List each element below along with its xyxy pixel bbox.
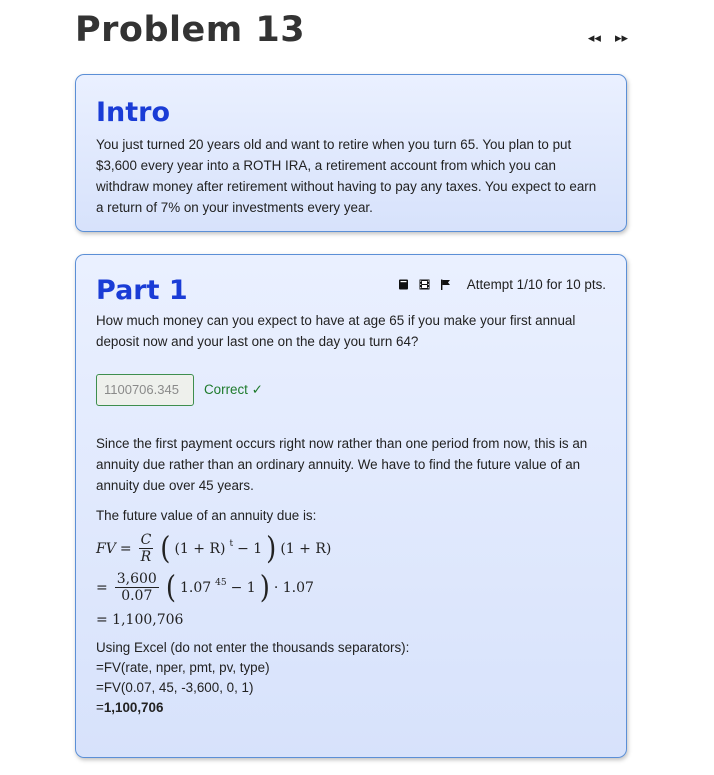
explanation-text: Since the first payment occurs right now rather than one period from now, this is an annuity due rather than an ordinary annuity. We have to find the future value of an annuity due over 45 years. [96, 436, 588, 493]
calc-exponent: 45 [215, 577, 227, 588]
excel-line-1: =FV(rate, nper, pmt, pv, type) [96, 660, 270, 675]
formula-intro: The future value of an annuity due is: [96, 508, 317, 523]
calc-base: 1.07 [179, 579, 212, 596]
excel-result-line [96, 698, 606, 718]
question-text: How much money can you expect to have at age 65 if you make your first annual deposit now and your last one on the day you turn 64? [96, 313, 576, 349]
part-1-card [75, 254, 627, 758]
excel-line-2: =FV(0.07, 45, -3,600, 0, 1) [96, 680, 254, 695]
book-icon[interactable] [398, 279, 409, 290]
intro-text: You just turned 20 years old and want to retire when you turn 65. You plan to put $3,600 every year into a ROTH IRA, a retirement account from which you can withdraw money after retirement without having to pay any taxes. You expect to earn a return of 7% on your investments every year. [96, 137, 597, 215]
part-tools [398, 277, 606, 292]
film-icon[interactable] [419, 279, 430, 290]
next-problem-icon[interactable]: ▸▸ [614, 30, 628, 45]
answer-input[interactable]: 1100706.345 [96, 374, 194, 406]
excel-result: 1,100,706 [103, 700, 164, 715]
formula-general: FV = $\frac{C}{R}$ ( (1 + R) $^t$ − 1 ) (1 + R) [96, 530, 332, 567]
page-title: Problem 13 [75, 10, 306, 50]
formula-c: C [140, 532, 152, 548]
calc-denominator: 0.07 [121, 588, 153, 604]
formula-calc: = $\frac{3,600}{0.07}$ ( 1.07 $^{45}$ − 1 ) · 1.07 [96, 569, 314, 606]
calc-numerator: 3,600 [116, 571, 157, 587]
attempt-counter: Attempt 1/10 for 10 pts. [466, 277, 606, 292]
formula-tail: (1 + R) [280, 540, 332, 557]
intro-card [75, 74, 627, 232]
flag-icon[interactable] [440, 279, 451, 290]
status-correct: Correct ✓ [204, 382, 263, 397]
calc-times: · 1.07 [273, 579, 314, 596]
problem-nav [588, 30, 628, 46]
formula-growth: (1 + R) [174, 540, 226, 557]
calc-result: = 1,100,706 [96, 612, 184, 628]
formula-exp: t [229, 538, 234, 549]
excel-intro: Using Excel (do not enter the thousands separators): [96, 640, 410, 655]
calc-minus-one: − 1 [230, 579, 256, 596]
previous-problem-icon[interactable]: ◂◂ [587, 30, 601, 45]
intro-heading: Intro [96, 97, 171, 128]
formula-lhs: FV [96, 540, 116, 557]
formula-r: R [140, 549, 152, 565]
excel-result-prefix: = [96, 700, 104, 715]
part-1-heading: Part 1 [96, 275, 188, 306]
formula-minus-one: − 1 [237, 540, 263, 557]
